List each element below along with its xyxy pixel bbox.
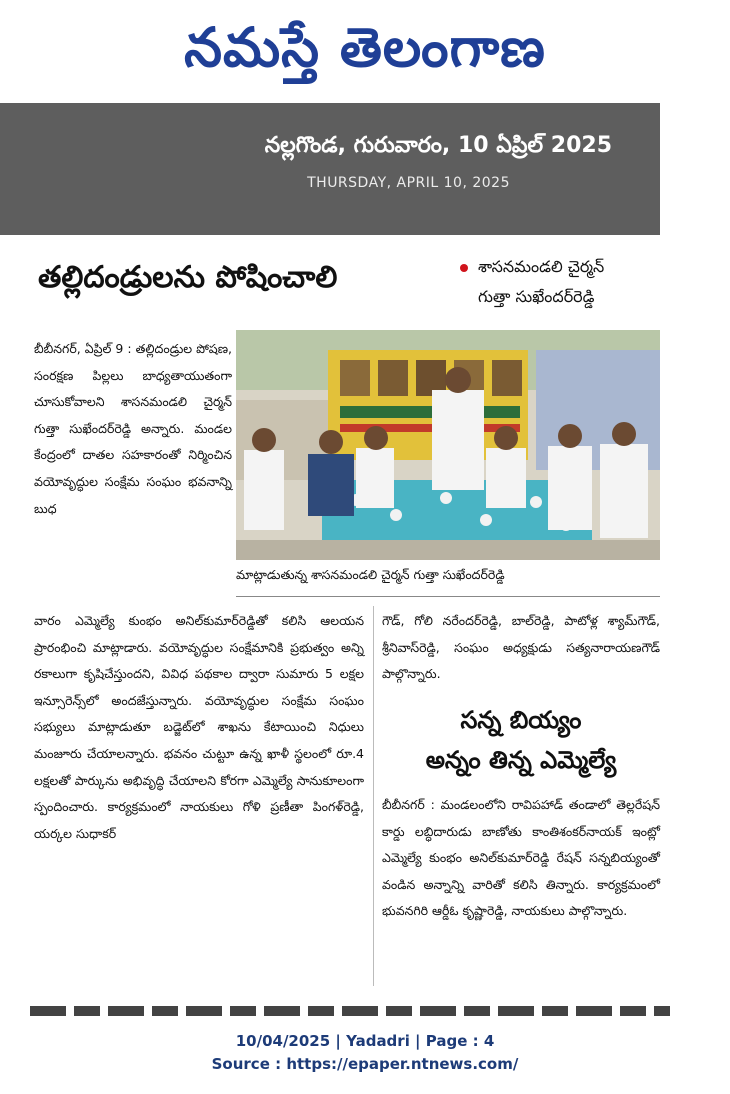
date-band	[0, 103, 660, 235]
second-article-headline	[382, 700, 660, 780]
article-headline: తల్లిదండ్రులను పోషించాలి	[38, 260, 338, 295]
masthead	[0, 0, 730, 100]
subhead-line-1: సన్న బియ్యం	[460, 706, 582, 734]
dateline-english: THURSDAY, APRIL 10, 2025	[307, 175, 510, 191]
column-divider	[373, 606, 374, 986]
byline-name: గుత్తా సుఖేందర్‌రెడ్డి	[478, 287, 595, 306]
article-body-right: గౌడ్, గోలి నరేందర్‌రెడ్డి, బాల్‌రెడ్డి, పాటోళ్ల శ్యామ్‌గౌడ్, శ్రీనివాస్‌రెడ్డి, సంఘం అధ్యక్షుడు సత్యనారాయణగౌడ్ పాల్గొన్నారు.	[382, 613, 660, 682]
article-byline	[460, 252, 660, 312]
bullet-icon	[460, 264, 468, 272]
second-article-body: బీబీనగర్ : మండలంలోని రావిపహాడ్ తండాలో తెల్లరేషన్ కార్డు లబ్ధిదారుడు బాణోతు కాంతిశంకర్‌నాయక్ ఇంట్లో ఎమ్మెల్యే కుంభం అనిల్‌కుమార్‌రెడ్డి రేషన్ సన్నబియ్యంతో వండిన అన్నాన్ని వారితో కలిసి తిన్నారు. కార్యక్రమంలో భువనగిరి ఆర్డీఓ కృష్ణారెడ్డి, నాయకులు పాల్గొన్నారు.	[382, 797, 660, 919]
photo-caption: మాట్లాడుతున్న శాసనమండలి చైర్మన్ గుత్తా సుఖేందర్‌రెడ్డి	[236, 567, 505, 582]
article-body-left: బీబీనగర్, ఏప్రిల్ 9 : తల్లిదండ్రుల పోషణ, సంరక్షణ పిల్లలు బాధ్యతాయుతంగా చూసుకోవాలని శాసనమండలి చైర్మన్ గుత్తా సుఖేందర్‌రెడ్డి అన్నారు. మండల కేంద్రంలో దాతల సహకారంతో నిర్మించిన వయోవృద్ధుల సంక్షేమ సంఘం భవనాన్ని బుధ	[34, 341, 232, 516]
footer-source: Source : https://epaper.ntnews.com/	[211, 1055, 519, 1073]
byline-title: శాసనమండలి చైర్మన్	[478, 257, 605, 276]
footer-edition: 10/04/2025 | Yadadri | Page : 4	[235, 1032, 495, 1050]
newspaper-logo: నమస్తే తెలంగాణ	[184, 16, 546, 79]
caption-divider	[236, 596, 660, 597]
subhead-line-2: అన్నం తిన్న ఎమ్మెల్యే	[425, 746, 617, 774]
dateline-telugu: నల్లగొండ, గురువారం, 10 ఏప్రిల్ 2025	[264, 133, 612, 158]
article-body-continued: వారం ఎమ్మెల్యే కుంభం అనిల్‌కుమార్‌రెడ్డితో కలిసి ఆలయన ప్రారంభించి మాట్లాడారు. వయోవృద్ధుల సంక్షేమానికి ప్రభుత్వం అన్ని రకాలుగా కృషిచేస్తుందని, వివిధ పథకాల ద్వారా సుమారు 5 లక్షల ఇన్సూరెన్స్‌లో అందజేస్తున్నారు. వయోవృద్ధుల సంక్షేమ సంఘం సభ్యులు మాట్లాడుతూ బడ్జెట్‌లో శాఖను కేటాయించి నిధులు మంజూరు చేయాలన్నారు. భవనం చుట్టూ ఉన్న ఖాళీ స్థలంలో రూ.4 లక్షలతో పార్కును అభివృద్ధి చేయాలని కోరగా ఎమ్మెల్యే సానుకూలంగా స్పందించారు. కార్యక్రమంలో నాయకులు గోళి ప్రణీతా పింగళ్‌రెడ్డి, యర్కల సుధాకర్	[34, 613, 364, 841]
cropped-next-headline	[30, 1006, 670, 1016]
event-photo	[236, 330, 660, 560]
